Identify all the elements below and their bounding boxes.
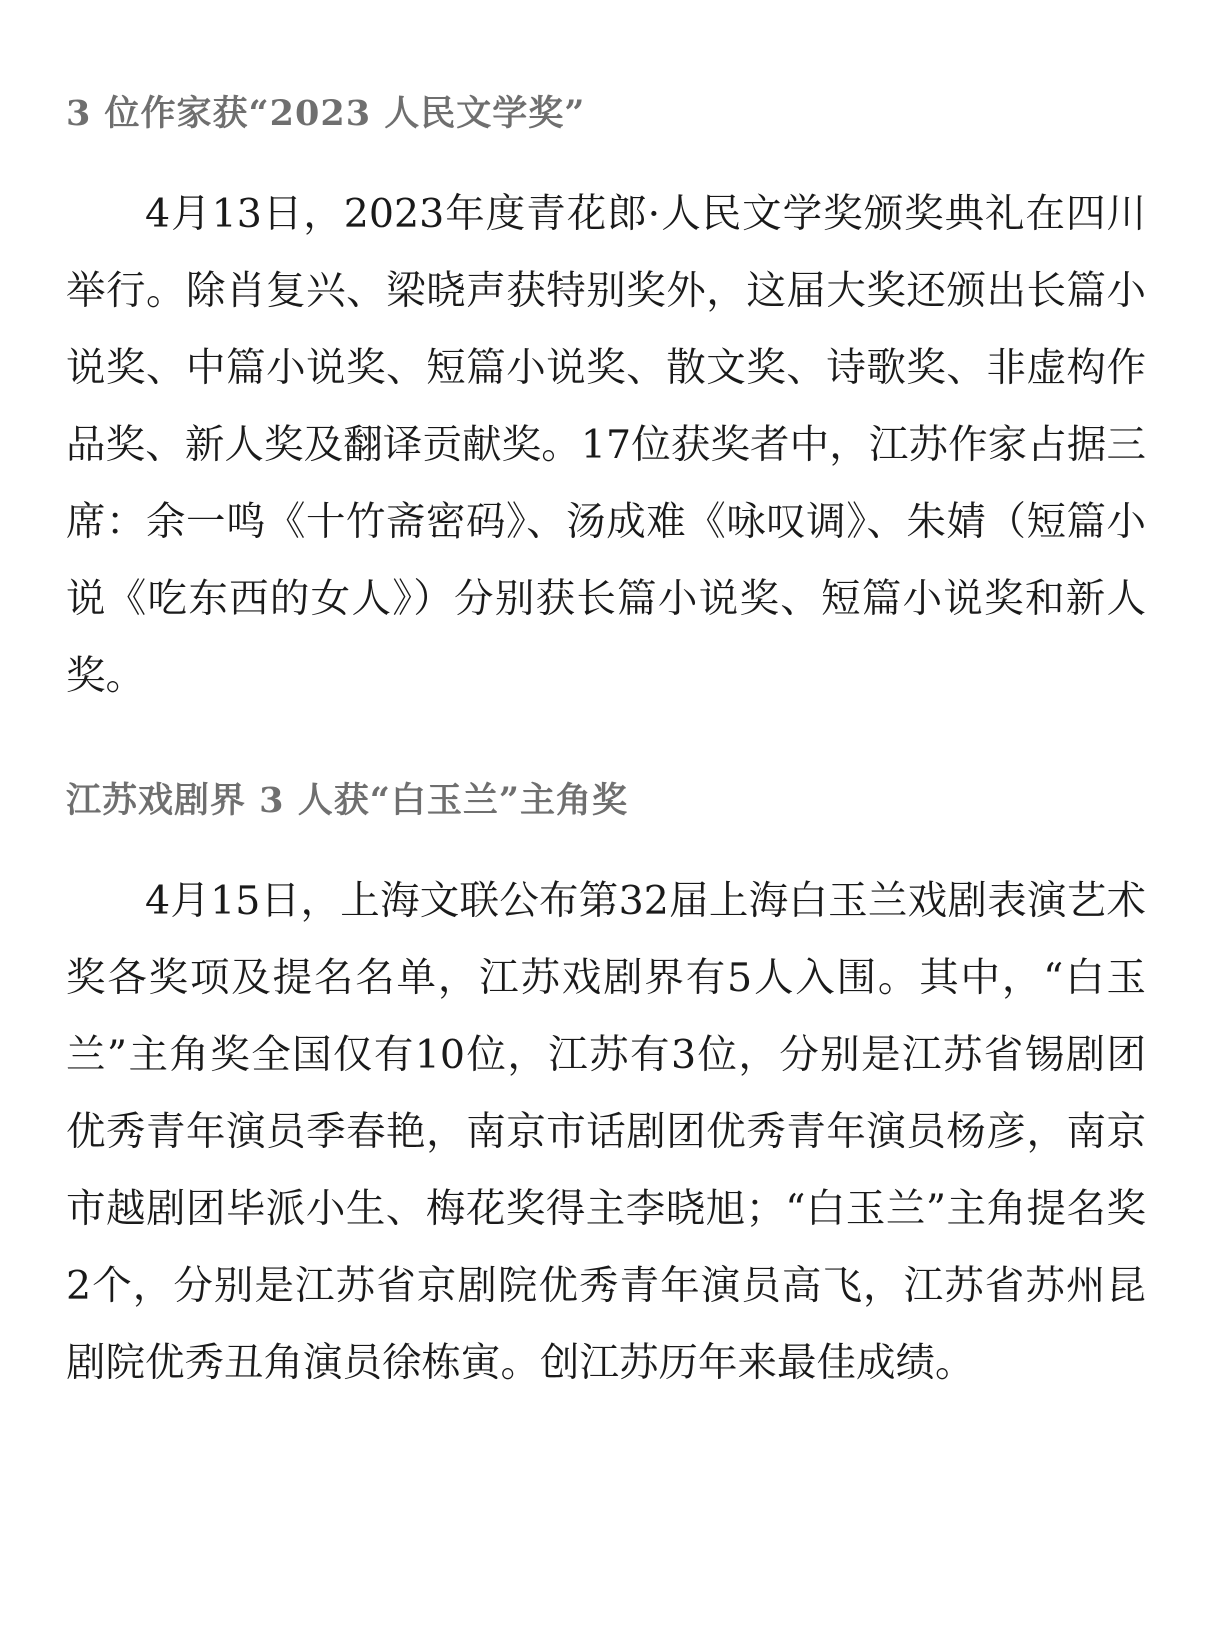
article-section-magnolia-award xyxy=(66,779,1146,1402)
section-heading: 江苏戏剧界 3 人获“白玉兰”主角奖 xyxy=(66,780,628,821)
section-paragraph: 4月15日，上海文联公布第32届上海白玉兰戏剧表演艺术奖各奖项及提名名单，江苏戏剧界有5人入围。其中，“白玉兰”主角奖全国仅有10位，江苏有3位，分别是江苏省锡剧团优秀青年演员季春艳，南京市话剧团优秀青年演员杨彦，南京市越剧团毕派小生、梅花奖得主李晓旭；“白玉兰”主角提名奖2个，分别是江苏省京剧院优秀青年演员高飞，江苏省苏州昆剧院优秀丑角演员徐栋寅。创江苏历年来最佳成绩。 xyxy=(66,878,1146,1386)
section-heading: 3 位作家获“2023 人民文学奖” xyxy=(66,93,586,134)
article-section-writers-award xyxy=(66,92,1146,715)
section-paragraph: 4月13日，2023年度青花郎·人民文学奖颁奖典礼在四川举行。除肖复兴、梁晓声获特别奖外，这届大奖还颁出长篇小说奖、中篇小说奖、短篇小说奖、散文奖、诗歌奖、非虚构作品奖、新人奖及翻译贡献奖。17位获奖者中，江苏作家占据三席：余一鸣《十竹斋密码》、汤成难《咏叹调》、朱婧（短篇小说《吃东西的女人》）分别获长篇小说奖、短篇小说奖和新人奖。 xyxy=(66,191,1146,699)
document-page xyxy=(66,92,1146,1402)
